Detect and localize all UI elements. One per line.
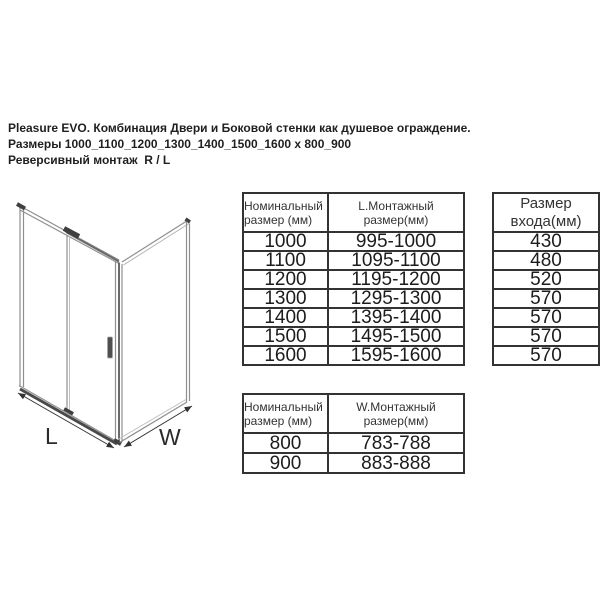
mount-size-cell: 883-888 bbox=[328, 453, 464, 473]
entrance-size-cell: 570 bbox=[493, 308, 599, 327]
header-line: размер (мм) bbox=[244, 413, 313, 428]
nominal-size-cell: 1500 bbox=[243, 327, 328, 346]
table-row bbox=[243, 289, 464, 308]
w-dimension-label: W bbox=[159, 424, 181, 450]
w-dimensions-table bbox=[242, 393, 465, 474]
table-row bbox=[493, 289, 599, 308]
header-line: Номинальный bbox=[244, 198, 323, 213]
sizes-line: Размеры 1000_1100_1200_1300_1400_1500_1600 x 800_900 bbox=[8, 137, 352, 151]
side-top-edge-inner bbox=[124, 224, 190, 266]
entrance-size-table bbox=[492, 192, 600, 366]
table-row bbox=[243, 453, 464, 473]
entrance-size-cell: 480 bbox=[493, 251, 599, 270]
nominal-size-cell: 1400 bbox=[243, 308, 328, 327]
header-line: Номинальный bbox=[244, 399, 323, 414]
table-row bbox=[493, 327, 599, 346]
l-dimension-label: L bbox=[45, 423, 58, 449]
l-dimension-arrow bbox=[18, 393, 114, 448]
table-row bbox=[493, 308, 599, 327]
entrance-size-cell: 430 bbox=[493, 232, 599, 251]
entrance-size-cell: 570 bbox=[493, 346, 599, 365]
table-row bbox=[243, 270, 464, 289]
nominal-size-header bbox=[243, 193, 328, 232]
mount-size-cell: 1495-1500 bbox=[328, 327, 464, 346]
table-row bbox=[243, 308, 464, 327]
nominal-size-cell: 1200 bbox=[243, 270, 328, 289]
nominal-size-cell: 1100 bbox=[243, 251, 328, 270]
entrance-size-cell: 570 bbox=[493, 289, 599, 308]
header-line: Размер bbox=[520, 194, 572, 212]
nominal-size-cell: 1300 bbox=[243, 289, 328, 308]
header-line: W.Монтажный bbox=[356, 399, 436, 414]
mount-size-cell: 1095-1100 bbox=[328, 251, 464, 270]
corner-post bbox=[114, 261, 122, 444]
entrance-size-header bbox=[493, 193, 599, 232]
entrance-size-cell: 570 bbox=[493, 327, 599, 346]
bottom-rail-profile bbox=[20, 389, 117, 444]
mount-size-cell: 1295-1300 bbox=[328, 289, 464, 308]
nominal-size-cell: 900 bbox=[243, 453, 328, 473]
w-table-header-row bbox=[243, 394, 464, 433]
mount-size-cell: 1395-1400 bbox=[328, 308, 464, 327]
table-row bbox=[493, 346, 599, 365]
table-row bbox=[243, 232, 464, 251]
table-row bbox=[493, 232, 599, 251]
side-top-edge bbox=[122, 221, 188, 263]
mount-size-cell: 1595-1600 bbox=[328, 346, 464, 365]
mount-size-cell: 995-1000 bbox=[328, 232, 464, 251]
header-line: размер(мм) bbox=[363, 413, 429, 428]
door-handle bbox=[108, 337, 113, 358]
table-row bbox=[243, 327, 464, 346]
nominal-size-cell: 1600 bbox=[243, 346, 328, 365]
table-row bbox=[243, 346, 464, 365]
w-dimension-arrow bbox=[124, 406, 192, 447]
table-row bbox=[243, 251, 464, 270]
header-line: размер (мм) bbox=[244, 212, 313, 227]
mount-size-cell: 783-788 bbox=[328, 433, 464, 453]
mount-size-cell: 1195-1200 bbox=[328, 270, 464, 289]
shower-enclosure-drawing bbox=[0, 190, 235, 480]
header-line: входа(мм) bbox=[510, 212, 582, 230]
panel-divider bbox=[64, 235, 73, 414]
header-line: L.Монтажный bbox=[358, 198, 434, 213]
side-wall-panel bbox=[118, 219, 190, 443]
header-line: размер(мм) bbox=[363, 212, 429, 227]
l-table-header-row bbox=[243, 193, 464, 232]
table-row bbox=[493, 270, 599, 289]
title-block bbox=[8, 120, 471, 168]
table-row bbox=[493, 251, 599, 270]
product-title: Pleasure EVO. Комбинация Двери и Боковой стенки как душевое ограждение. bbox=[8, 121, 471, 135]
bottom-rail bbox=[19, 386, 117, 445]
w-mount-size-header bbox=[328, 394, 464, 433]
l-dimensions-table bbox=[242, 192, 465, 366]
entrance-size-cell: 520 bbox=[493, 270, 599, 289]
top-left-corner-cap bbox=[17, 204, 25, 209]
l-mount-size-header bbox=[328, 193, 464, 232]
entrance-table-header-row bbox=[493, 193, 599, 232]
nominal-size-cell: 1000 bbox=[243, 232, 328, 251]
table-row bbox=[243, 433, 464, 453]
nominal-size-header bbox=[243, 394, 328, 433]
shower-enclosure-diagram bbox=[0, 190, 235, 480]
mounting-line: Реверсивный монтаж R / L bbox=[8, 153, 171, 167]
front-panel-frame bbox=[17, 204, 119, 387]
nominal-size-cell: 800 bbox=[243, 433, 328, 453]
